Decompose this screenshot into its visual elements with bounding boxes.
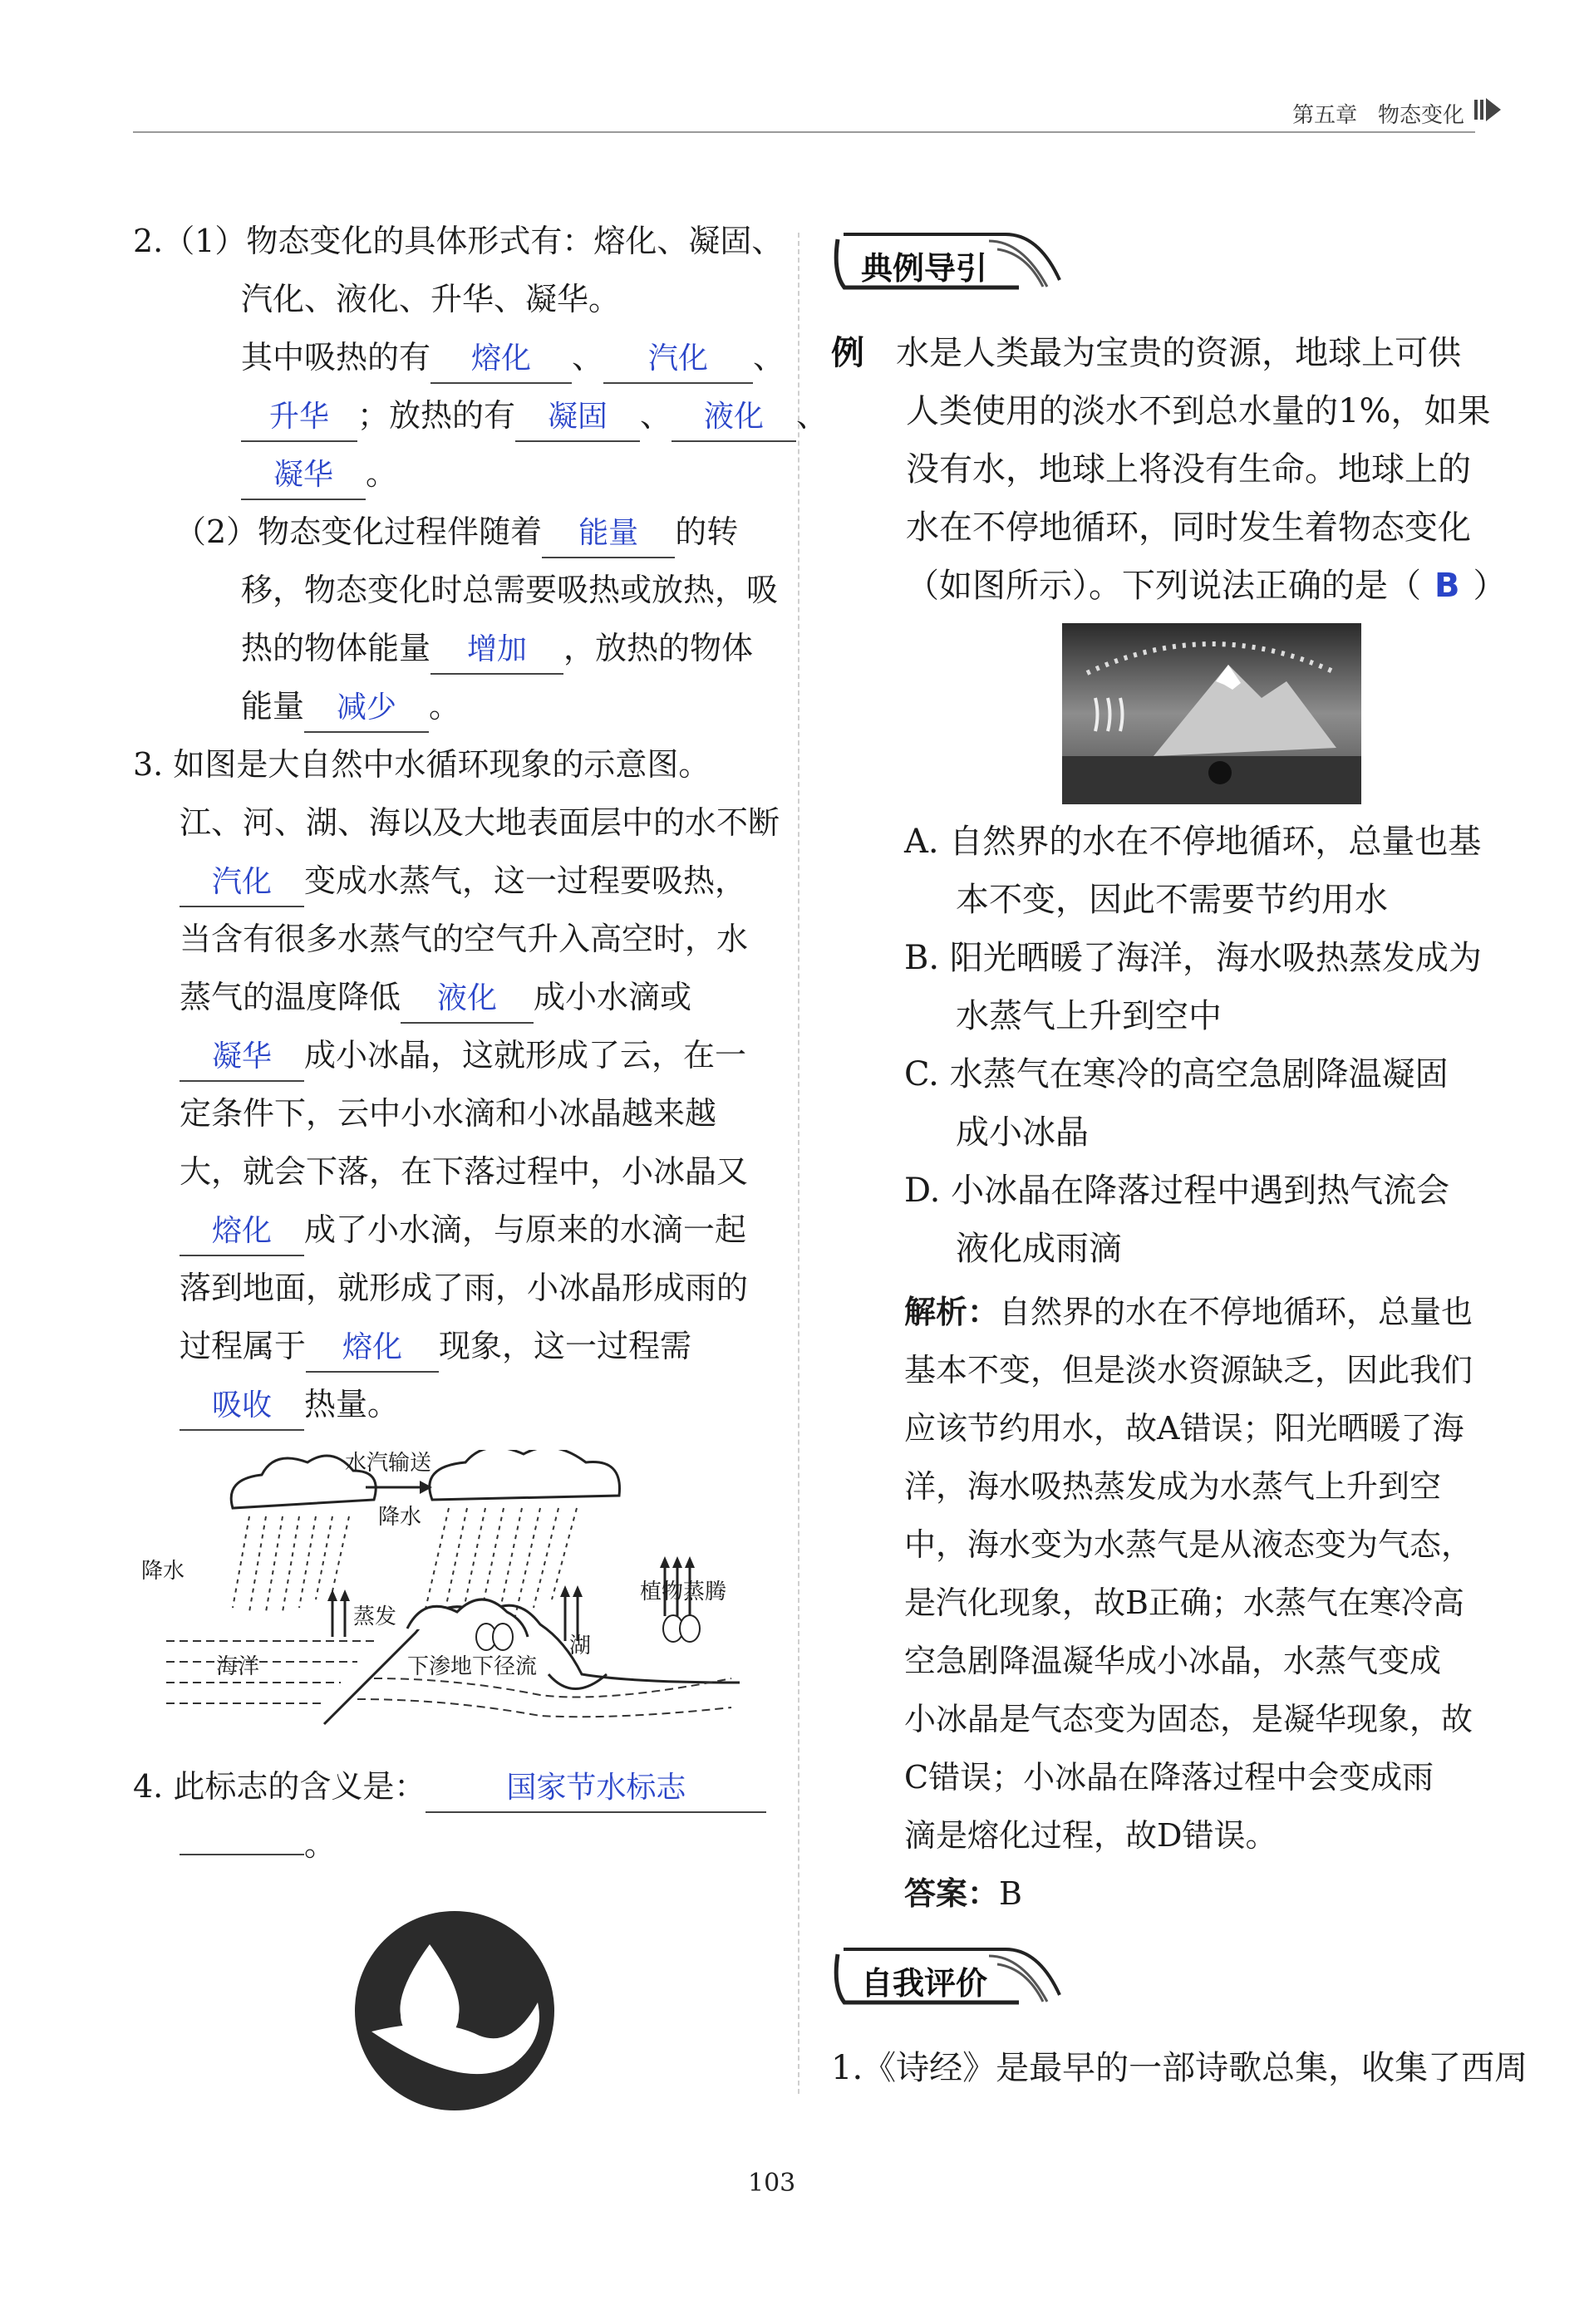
q2-release-line2: 凝华 。 — [133, 445, 790, 503]
label-precip-left: 降水 — [141, 1559, 185, 1584]
answer-blank[interactable]: 汽化 — [180, 859, 304, 907]
q3-line12: 吸收 热量。 — [133, 1375, 790, 1433]
option-a[interactable]: A. 自然界的水在不停地循环，总量也基 本不变，因此不需要节约用水 — [904, 823, 1482, 919]
q2-absorb-line: 其中吸热的有 熔化 、 汽化 、 — [133, 328, 790, 386]
analysis-line: 空急剧降温凝华成小冰晶，水蒸气变成 — [904, 1643, 1442, 1679]
answer-blank[interactable]: 减少 — [304, 685, 429, 733]
question-3 — [133, 735, 790, 1433]
section-typical-examples — [831, 224, 1479, 316]
q3-line9: 熔化 成了小水滴，与原来的水滴一起 — [133, 1201, 790, 1259]
water-drop-logo-icon — [351, 1907, 558, 2115]
q3-line3: 汽化 变成水蒸气，这一过程要吸热， — [133, 852, 790, 910]
answer-blank[interactable]: 凝固 — [515, 394, 640, 442]
q3-line10: 落到地面，就形成了雨，小冰晶形成雨的 — [180, 1270, 749, 1306]
analysis-line: C错误；小冰晶在降落过程中会变成雨 — [904, 1759, 1434, 1796]
label-transport: 水汽输送 — [345, 1451, 432, 1476]
answer-blank[interactable]: 凝华 — [180, 1034, 304, 1082]
analysis-line: 解析：自然界的水在不停地循环，总量也 — [904, 1294, 1473, 1330]
q2-p2-line4: 能量 减少 。 — [133, 677, 790, 735]
q4-line2: 。 — [133, 1815, 790, 1874]
answer-blank[interactable]: 能量 — [542, 510, 675, 558]
example-label: 例 — [831, 334, 864, 372]
water-saving-logo — [351, 1907, 558, 2115]
example-line4: 水在不停地循环，同时发生着物态变化 — [906, 509, 1471, 547]
left-column — [133, 212, 829, 2115]
label-lake: 湖 — [569, 1634, 592, 1658]
question-2 — [133, 212, 829, 735]
answer-blank[interactable]: 熔化 — [306, 1324, 439, 1373]
label-ocean: 海洋 — [216, 1654, 260, 1679]
column-divider — [798, 233, 799, 2094]
analysis-label: 解析： — [904, 1294, 1000, 1330]
analysis-line: 是汽化现象，故B正确；水蒸气在寒冷高 — [904, 1585, 1464, 1621]
q3-line7: 定条件下，云中小水滴和小冰晶越来越 — [180, 1095, 717, 1132]
answer-line — [831, 1865, 1479, 1923]
option-d[interactable]: D. 小冰晶在降落过程中遇到热气流会 液化成雨滴 — [904, 1172, 1450, 1268]
example-answer: B — [1434, 567, 1460, 605]
water-cycle-diagram — [141, 1450, 756, 1732]
section-title: 自我评价 — [861, 1965, 988, 2002]
label-evap: 蒸发 — [353, 1604, 397, 1629]
analysis-line: 基本不变，但是淡水资源缺乏，因此我们 — [904, 1352, 1473, 1388]
q3-line1: 3. 如图是大自然中水循环现象的示意图。 — [133, 746, 711, 783]
option-c[interactable]: C. 水蒸气在寒冷的高空急剧降温凝固 成小冰晶 — [904, 1055, 1449, 1152]
q2-line1: 2.（1）物态变化的具体形式有：熔化、凝固、 — [133, 223, 784, 259]
analysis-line: 滴是熔化过程，故D错误。 — [904, 1817, 1277, 1854]
analysis-line: 中，海水变为水蒸气是从液态变为气态， — [904, 1526, 1473, 1563]
answer-blank[interactable]: 吸收 — [180, 1383, 304, 1431]
example-block — [831, 324, 1507, 615]
analysis-block — [831, 1283, 1479, 1923]
page-number: 103 — [748, 2169, 796, 2198]
answer-blank-continued[interactable] — [180, 1854, 304, 1855]
mountain-water-cycle-photo — [1062, 623, 1361, 804]
section-title: 典例导引 — [861, 250, 988, 287]
answer-blank[interactable]: 凝华 — [241, 452, 366, 500]
example-line1: 例 水是人类最为宝贵的资源，地球上可供 — [831, 334, 1462, 372]
label-runoff: 下渗地下径流 — [407, 1654, 538, 1679]
q3-line2: 江、河、湖、海以及大地表面层中的水不断 — [180, 804, 780, 841]
right-column — [831, 224, 1528, 2097]
q3-line6: 凝华 成小冰晶，这就形成了云，在一 — [133, 1026, 790, 1084]
answer-blank[interactable]: 升华 — [241, 394, 357, 442]
answer-blank[interactable]: 液化 — [401, 975, 534, 1024]
answer-blank[interactable]: 增加 — [430, 626, 563, 675]
q2-release-line: 升华 ；放热的有 凝固 、 液化 、 — [133, 386, 790, 445]
options-list — [831, 813, 1482, 1278]
q2-line2: 汽化、液化、升华、凝华。 — [241, 281, 621, 317]
answer-blank[interactable]: 汽化 — [603, 336, 753, 384]
q3-line8: 大，就会下落，在下落过程中，小冰晶又 — [180, 1153, 749, 1190]
analysis-line: 洋，海水吸热蒸发成为水蒸气上升到空 — [904, 1468, 1442, 1505]
chapter-title: 第五章 物态变化 — [1292, 103, 1464, 128]
q4-line1: 4. 此标志的含义是： 国家节水标志 — [133, 1757, 790, 1815]
option-b[interactable]: B. 阳光晒暖了海洋，海水吸热蒸发成为 水蒸气上升到空中 — [904, 939, 1482, 1035]
q3-line4: 当含有很多水蒸气的空气升入高空时，水 — [180, 921, 749, 957]
answer-blank[interactable]: 熔化 — [430, 336, 572, 384]
q3-line5: 蒸气的温度降低 液化 成小水滴或 — [133, 968, 790, 1026]
label-precip-top: 降水 — [378, 1505, 422, 1530]
example-line3: 没有水，地球上将没有生命。地球上的 — [906, 450, 1471, 489]
label-transpiration: 植物蒸腾 — [640, 1580, 727, 1604]
answer-blank[interactable]: 国家节水标志 — [426, 1765, 766, 1813]
analysis-line: 应该节约用水，故A错误；阳光晒暖了海 — [904, 1410, 1464, 1447]
q2-p2-line3: 热的物体能量 增加 ，放热的物体 — [133, 619, 790, 677]
analysis-line: 小冰晶是气态变为固态，是凝华现象，故 — [904, 1701, 1473, 1737]
q2-p2-line2: 移，物态变化时总需要吸热或放热，吸 — [241, 572, 779, 608]
answer-label: 答案： — [904, 1875, 1000, 1912]
photo-illustration — [1062, 623, 1361, 804]
answer-blank[interactable]: 熔化 — [180, 1208, 304, 1256]
example-line5: （如图所示）。下列说法正确的是（ B ） — [906, 567, 1507, 605]
q2-p2-line1: （2）物态变化过程伴随着 能量 的转 — [133, 503, 790, 561]
chevron-right-icon — [1473, 93, 1506, 126]
self-assessment-q1: 1.《诗经》是最早的一部诗歌总集，收集了西周 — [831, 2049, 1528, 2087]
example-line2: 人类使用的淡水不到总水量的1%，如果 — [906, 392, 1491, 430]
question-4 — [133, 1757, 790, 1874]
header-rule — [133, 131, 1475, 133]
section-self-assessment — [831, 1939, 1479, 2031]
answer-value: B — [999, 1875, 1022, 1912]
q3-line11: 过程属于 熔化 现象，这一过程需 — [133, 1317, 790, 1375]
answer-blank[interactable]: 液化 — [672, 394, 796, 442]
